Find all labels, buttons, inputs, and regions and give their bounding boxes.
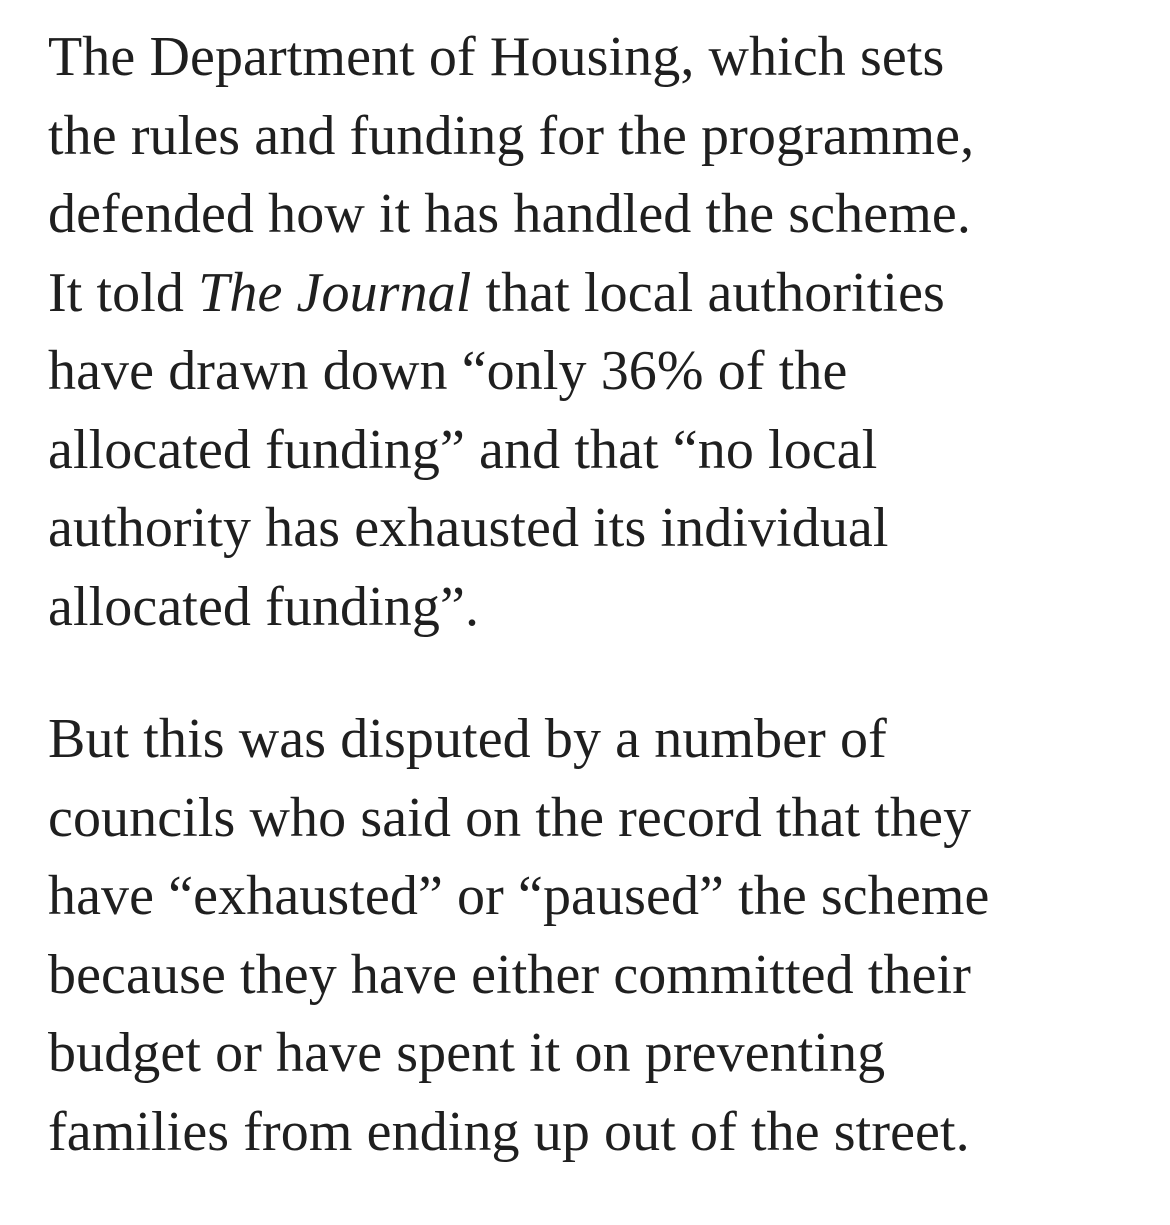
text-fragment: It told xyxy=(48,261,199,324)
text-line: have “exhausted” or “paused” the scheme xyxy=(48,865,990,927)
text-line: But this was disputed by a number of xyxy=(48,708,887,770)
text-line-with-publication xyxy=(48,254,1138,333)
text-fragment: that local authorities xyxy=(471,261,945,324)
paragraph-council-dispute xyxy=(48,700,1138,1171)
text-line: defended how it has handled the scheme. xyxy=(48,183,971,245)
text-line: have drawn down “only 36% of the xyxy=(48,340,848,402)
text-line: authority has exhausted its individual xyxy=(48,497,889,559)
text-line: allocated funding” and that “no local xyxy=(48,418,878,481)
text-line: budget or have spent it on preventing xyxy=(48,1022,886,1084)
text-line: The Department of Housing, which sets xyxy=(48,26,945,88)
text-line: allocated funding”. xyxy=(48,575,480,638)
article-body xyxy=(48,18,1138,1225)
text-line: the rules and funding for the programme, xyxy=(48,104,975,167)
text-line: families from ending up out of the street. xyxy=(48,1100,970,1163)
publication-name: The Journal xyxy=(198,261,472,324)
paragraph-department-response xyxy=(48,18,1138,646)
text-line: because they have either committed their xyxy=(48,943,971,1006)
text-line: councils who said on the record that they xyxy=(48,786,972,849)
